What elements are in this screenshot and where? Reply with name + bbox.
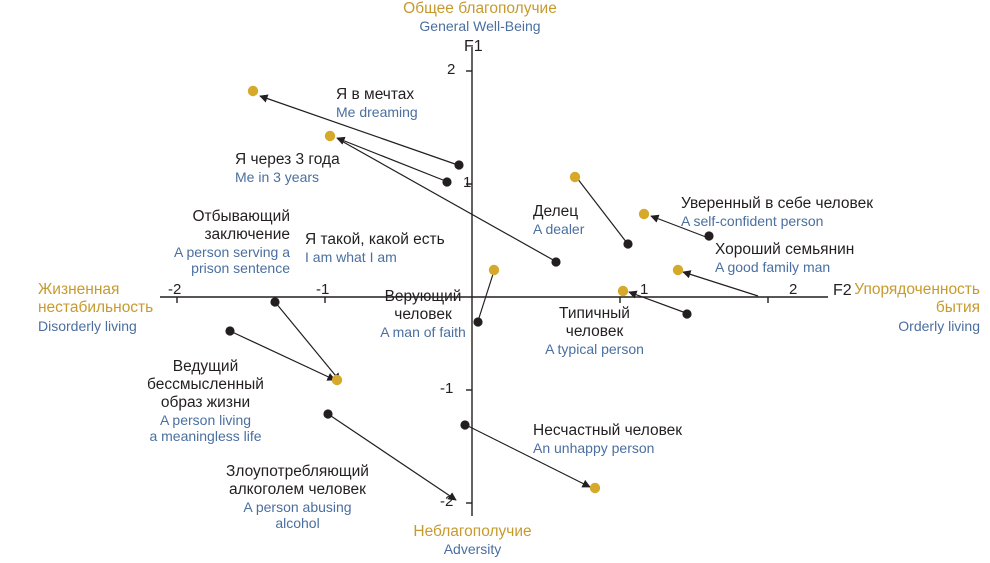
- label-confident-ru: Уверенный в себе человек: [681, 195, 873, 212]
- point-dark-dealer: [623, 239, 632, 248]
- label-dealer: [533, 203, 584, 237]
- point-dark-lower-left: [225, 326, 234, 335]
- pole-bottom-en: Adversity: [443, 541, 502, 558]
- label-i-am-what-i-am: [305, 231, 445, 265]
- point-dark-left: [270, 297, 279, 306]
- label-me-in-3-years-en: Me in 3 years: [235, 168, 320, 185]
- tick-label-y-minus1: -1: [440, 380, 454, 397]
- label-dealer-ru: Делец: [533, 203, 579, 220]
- label-unhappy-en: An unhappy person: [533, 439, 655, 456]
- tick-label-x-1: 1: [640, 281, 649, 298]
- label-dealer-en: A dealer: [533, 220, 585, 237]
- label-family-ru: Хороший семьянин: [715, 241, 855, 258]
- tick-label-x-minus1: -1: [316, 281, 330, 298]
- label-meaningless-life: [118, 358, 293, 444]
- point-dark-iam: [551, 257, 560, 266]
- label-iam-ru: Я такой, какой есть: [305, 231, 445, 248]
- axis-title-f1: F1: [464, 38, 483, 55]
- tick-label-y-1: 1: [463, 174, 472, 191]
- label-prison-ru-line2: заключение: [204, 225, 290, 243]
- label-typical-ru-line2: человек: [565, 322, 624, 340]
- label-confident-en: A self-confident person: [681, 212, 824, 229]
- point-good-family-man: [673, 265, 683, 275]
- leader-me-3years: [337, 138, 448, 182]
- pole-left-ru-line1: Жизненная: [38, 281, 120, 298]
- pole-left-en: Disorderly living: [38, 317, 137, 334]
- label-alcohol-en-line2: alcohol: [275, 515, 320, 532]
- point-dark-alcohol: [323, 409, 332, 418]
- label-unhappy-person: [533, 422, 682, 456]
- label-meaningless-ru-line1: Ведущий: [172, 358, 239, 375]
- label-good-family-man: [715, 241, 854, 275]
- label-unhappy-ru: Несчастный человек: [533, 422, 683, 439]
- point-dark-prison: [442, 177, 451, 186]
- label-prison-ru-line1: Отбывающий: [192, 208, 290, 225]
- label-me-dreaming-en: Me dreaming: [336, 103, 418, 120]
- label-prison-en-line1: A person serving a: [174, 243, 290, 260]
- pole-left: [38, 281, 153, 334]
- point-me-dreaming: [248, 86, 258, 96]
- label-me-dreaming-ru: Я в мечтах: [336, 86, 415, 103]
- label-self-confident-person: [681, 195, 873, 229]
- leader-faith: [478, 271, 494, 321]
- label-meaningless-ru-line2: бессмысленный: [147, 375, 264, 393]
- label-me-in-3-years: [235, 151, 340, 185]
- pole-right-en: Orderly living: [898, 317, 980, 334]
- pole-right-ru-line1: Упорядоченность: [854, 281, 980, 298]
- point-self-confident-person: [639, 209, 649, 219]
- label-alcohol-abuse: [195, 463, 400, 531]
- label-prison-en-line2: prison sentence: [191, 260, 290, 277]
- point-dark-confident: [704, 231, 713, 240]
- label-meaningless-ru-line3: образ жизни: [160, 393, 251, 411]
- label-typical-person: [532, 305, 657, 357]
- point-meaningless-life: [332, 375, 342, 385]
- label-alcohol-en-line1: A person abusing: [243, 498, 352, 515]
- pole-top: [380, 0, 580, 35]
- pole-bottom-ru: Неблагополучие: [413, 523, 532, 540]
- tick-label-y-2: 2: [447, 61, 456, 78]
- pole-right-ru-line2: бытия: [935, 299, 980, 317]
- point-dark-upper: [454, 160, 463, 169]
- label-faith-en: A man of faith: [380, 323, 466, 340]
- leader-dealer: [577, 178, 627, 243]
- point-i-am-what-i-am: [489, 265, 499, 275]
- label-alcohol-ru-line2: алкоголем человек: [229, 480, 366, 498]
- label-man-of-faith: [368, 288, 478, 340]
- label-prison-sentence: [85, 208, 290, 276]
- tick-label-x-minus2: -2: [168, 281, 182, 298]
- label-meaningless-en-line2: a meaningless life: [149, 428, 262, 445]
- point-unhappy-person: [590, 483, 600, 493]
- label-typical-en: A typical person: [545, 340, 644, 357]
- pole-top-ru: Общее благополучие: [403, 0, 557, 17]
- label-typical-ru-line1: Типичный: [559, 305, 630, 322]
- pole-bottom: [375, 523, 570, 558]
- label-me-dreaming: [336, 86, 418, 120]
- label-iam-en: I am what I am: [305, 248, 397, 265]
- point-a-dealer: [570, 172, 580, 182]
- label-meaningless-en-line1: A person living: [159, 411, 252, 428]
- tick-label-x-2: 2: [789, 281, 798, 298]
- leader-family-man: [683, 272, 758, 296]
- pole-right: [790, 281, 980, 334]
- label-alcohol-ru-line1: Злоупотребляющий: [226, 463, 369, 480]
- point-me-in-3-years: [325, 131, 335, 141]
- pole-left-ru-line2: нестабильность: [38, 299, 154, 317]
- pole-top-en: General Well-Being: [419, 18, 541, 35]
- label-faith-ru-line2: человек: [394, 305, 452, 323]
- tick-label-y-minus2: -2: [440, 493, 454, 510]
- point-typical-person: [618, 286, 628, 296]
- label-faith-ru-line1: Верующий: [384, 288, 462, 305]
- point-dark-typical: [682, 309, 691, 318]
- label-me-in-3-years-ru: Я через 3 года: [235, 151, 340, 168]
- point-dark-unhappy: [460, 420, 469, 429]
- axis-title-f2: F2: [833, 282, 852, 299]
- label-family-en: A good family man: [715, 258, 831, 275]
